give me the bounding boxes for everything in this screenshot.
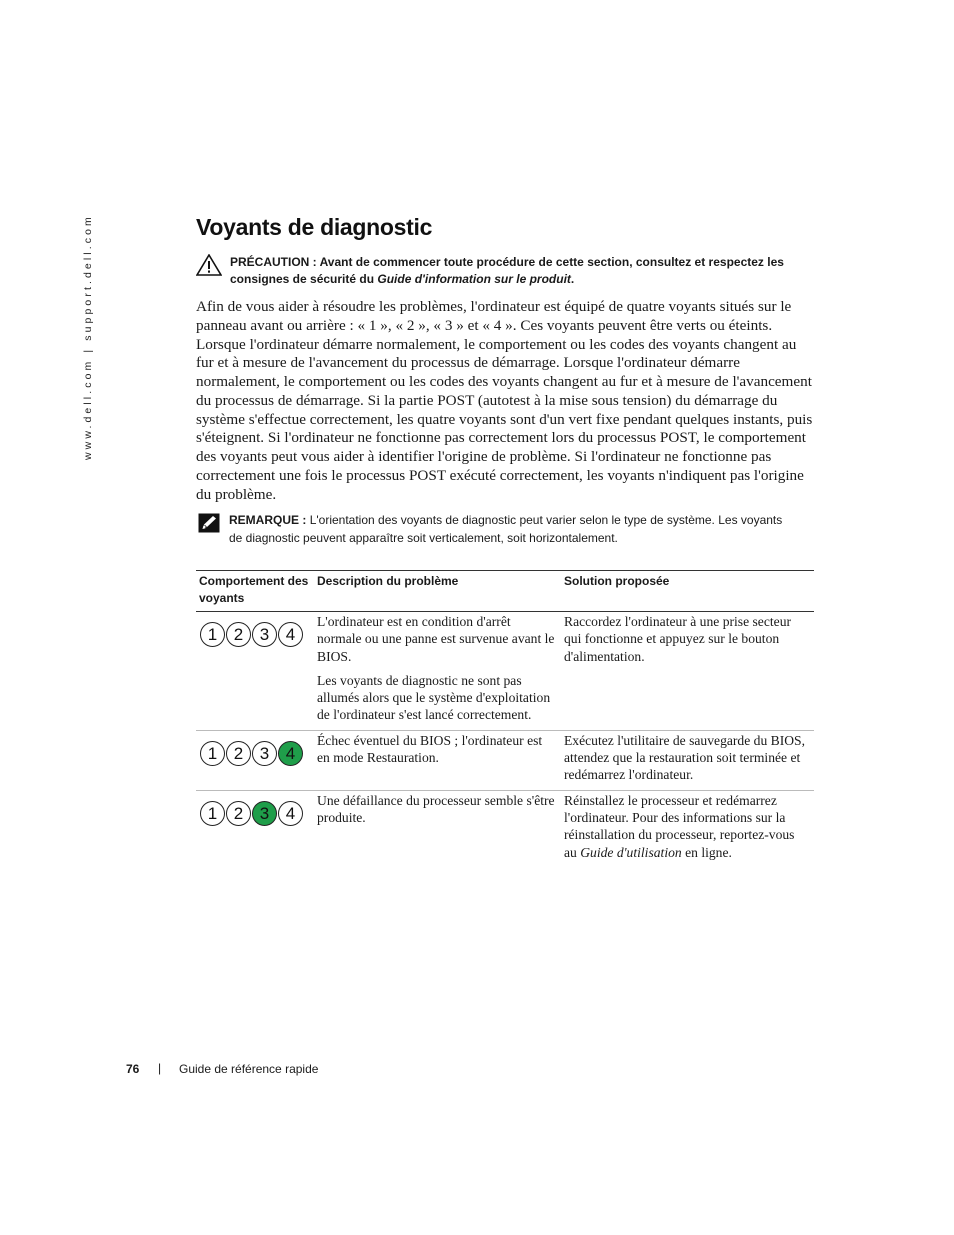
solution-cell: Exécutez l'utilitaire de sauvegarde du BIOS, attendez que la restauration soit terminée et redémarrez l'ordinateur. (561, 730, 814, 790)
description-text: Échec éventuel du BIOS ; l'ordinateur est en mode Restauration. (317, 732, 543, 766)
led-cell (196, 790, 314, 867)
led-indicator: 3 (252, 801, 277, 826)
caution-label: PRÉCAUTION : (230, 255, 317, 269)
solution-guide-title: Guide d'utilisation (580, 844, 682, 860)
sidebar-url (80, 214, 100, 462)
header-solution: Solution proposée (561, 571, 814, 612)
led-indicator: 3 (252, 741, 277, 766)
led-group (199, 732, 310, 766)
solution-text-end: en ligne. (681, 844, 732, 860)
solution-cell: Raccordez l'ordinateur à une prise secteur qui fonctionne et appuyez sur le bouton d'alimentation. (561, 612, 814, 731)
note-text: L'orientation des voyants de diagnostic peut varier selon le type de système. Les voyants (309, 513, 783, 527)
solution-cell (561, 790, 814, 867)
note-text-2: de diagnostic peuvent apparaître soit verticalement, soit horizontalement. (229, 531, 618, 545)
header-description: Description du problème (314, 571, 561, 612)
led-indicator: 1 (200, 622, 225, 647)
led-indicator: 2 (226, 741, 251, 766)
header-behavior: Comportement des voyants (196, 571, 314, 612)
caution-text-2: consignes de sécurité du (230, 272, 375, 286)
table-row (196, 612, 814, 731)
table-header-row (196, 571, 814, 612)
page-number: 76 (126, 1062, 140, 1076)
led-indicator: 2 (226, 622, 251, 647)
note-notice (196, 511, 816, 547)
note-label: REMARQUE : (229, 513, 307, 527)
led-indicator: 4 (278, 801, 303, 826)
description-text: Les voyants de diagnostic ne sont pas allumés alors que le système d'exploitation de l'ordinateur s'est lancé correctement. (317, 672, 551, 723)
caution-text: Avant de commencer toute procédure de cette section, consultez et respectez les (319, 255, 784, 269)
led-cell (196, 612, 314, 731)
page-footer (126, 1061, 319, 1076)
table-row (196, 730, 814, 790)
diagnostic-table (196, 570, 814, 867)
description-cell (314, 790, 561, 867)
caution-end: . (570, 272, 575, 286)
led-indicator: 1 (200, 741, 225, 766)
led-group (199, 613, 310, 647)
led-indicator: 1 (200, 801, 225, 826)
caution-notice (196, 254, 816, 288)
led-indicator: 4 (278, 741, 303, 766)
footer-separator: | (158, 1061, 162, 1075)
footer-doc-title: Guide de référence rapide (179, 1062, 319, 1076)
led-indicator: 3 (252, 622, 277, 647)
intro-paragraph: Afin de vous aider à résoudre les problèmes, l'ordinateur est équipé de quatre voyants situés sur le panneau avant ou arrière : « 1 », « 2 », « 3 » et « 4 ». Ces voyants peuvent être verts ou éteints. Lorsque l'ordinateur démarre normalement, le comportement ou les codes des voyants changent au fur et à mesure de l'avancement du processus de démarrage. Lorsque l'ordinateur démarre normalement, le comportement ou les codes des voyants changent au fur et à mesure de l'avancement du processus de démarrage. Si la partie POST (autotest à la mise sous tension) du démarrage du système s'effectue correctement, les quatre voyants sont d'un vert fixe pendant quelques instants, puis s'éteignent. Si l'ordinateur ne fonctionne pas correctement lors du processus POST, le comportement des voyants peut vous aider à identifier l'origine de problème. Si l'ordinateur ne fonctionne pas correctement une fois le processus POST exécuté correctement, les voyants n'indiquent pas l'origine du problème. (196, 298, 813, 503)
sidebar-url-text: www.dell.com | support.dell.com (82, 214, 94, 460)
solution-text: Réinstallez le processeur et redémarrez l'ordinateur. Pour des informations sur la réinstallation du processeur, reportez-vous au (564, 792, 795, 860)
description-text: L'ordinateur est en condition d'arrêt normale ou une panne est survenue avant le BIOS. (317, 614, 555, 664)
page-title: Voyants de diagnostic (196, 214, 433, 240)
warning-triangle-icon (196, 254, 222, 276)
led-cell (196, 730, 314, 790)
caution-guide-title: Guide d'information sur le produit (377, 272, 571, 286)
description-cell (314, 730, 561, 790)
led-group (199, 792, 310, 826)
table-row (196, 790, 814, 867)
description-text: Une défaillance du processeur semble s'être produite. (317, 792, 555, 825)
pencil-note-icon (198, 513, 220, 533)
led-indicator: 2 (226, 801, 251, 826)
description-cell (314, 612, 561, 731)
led-indicator: 4 (278, 622, 303, 647)
